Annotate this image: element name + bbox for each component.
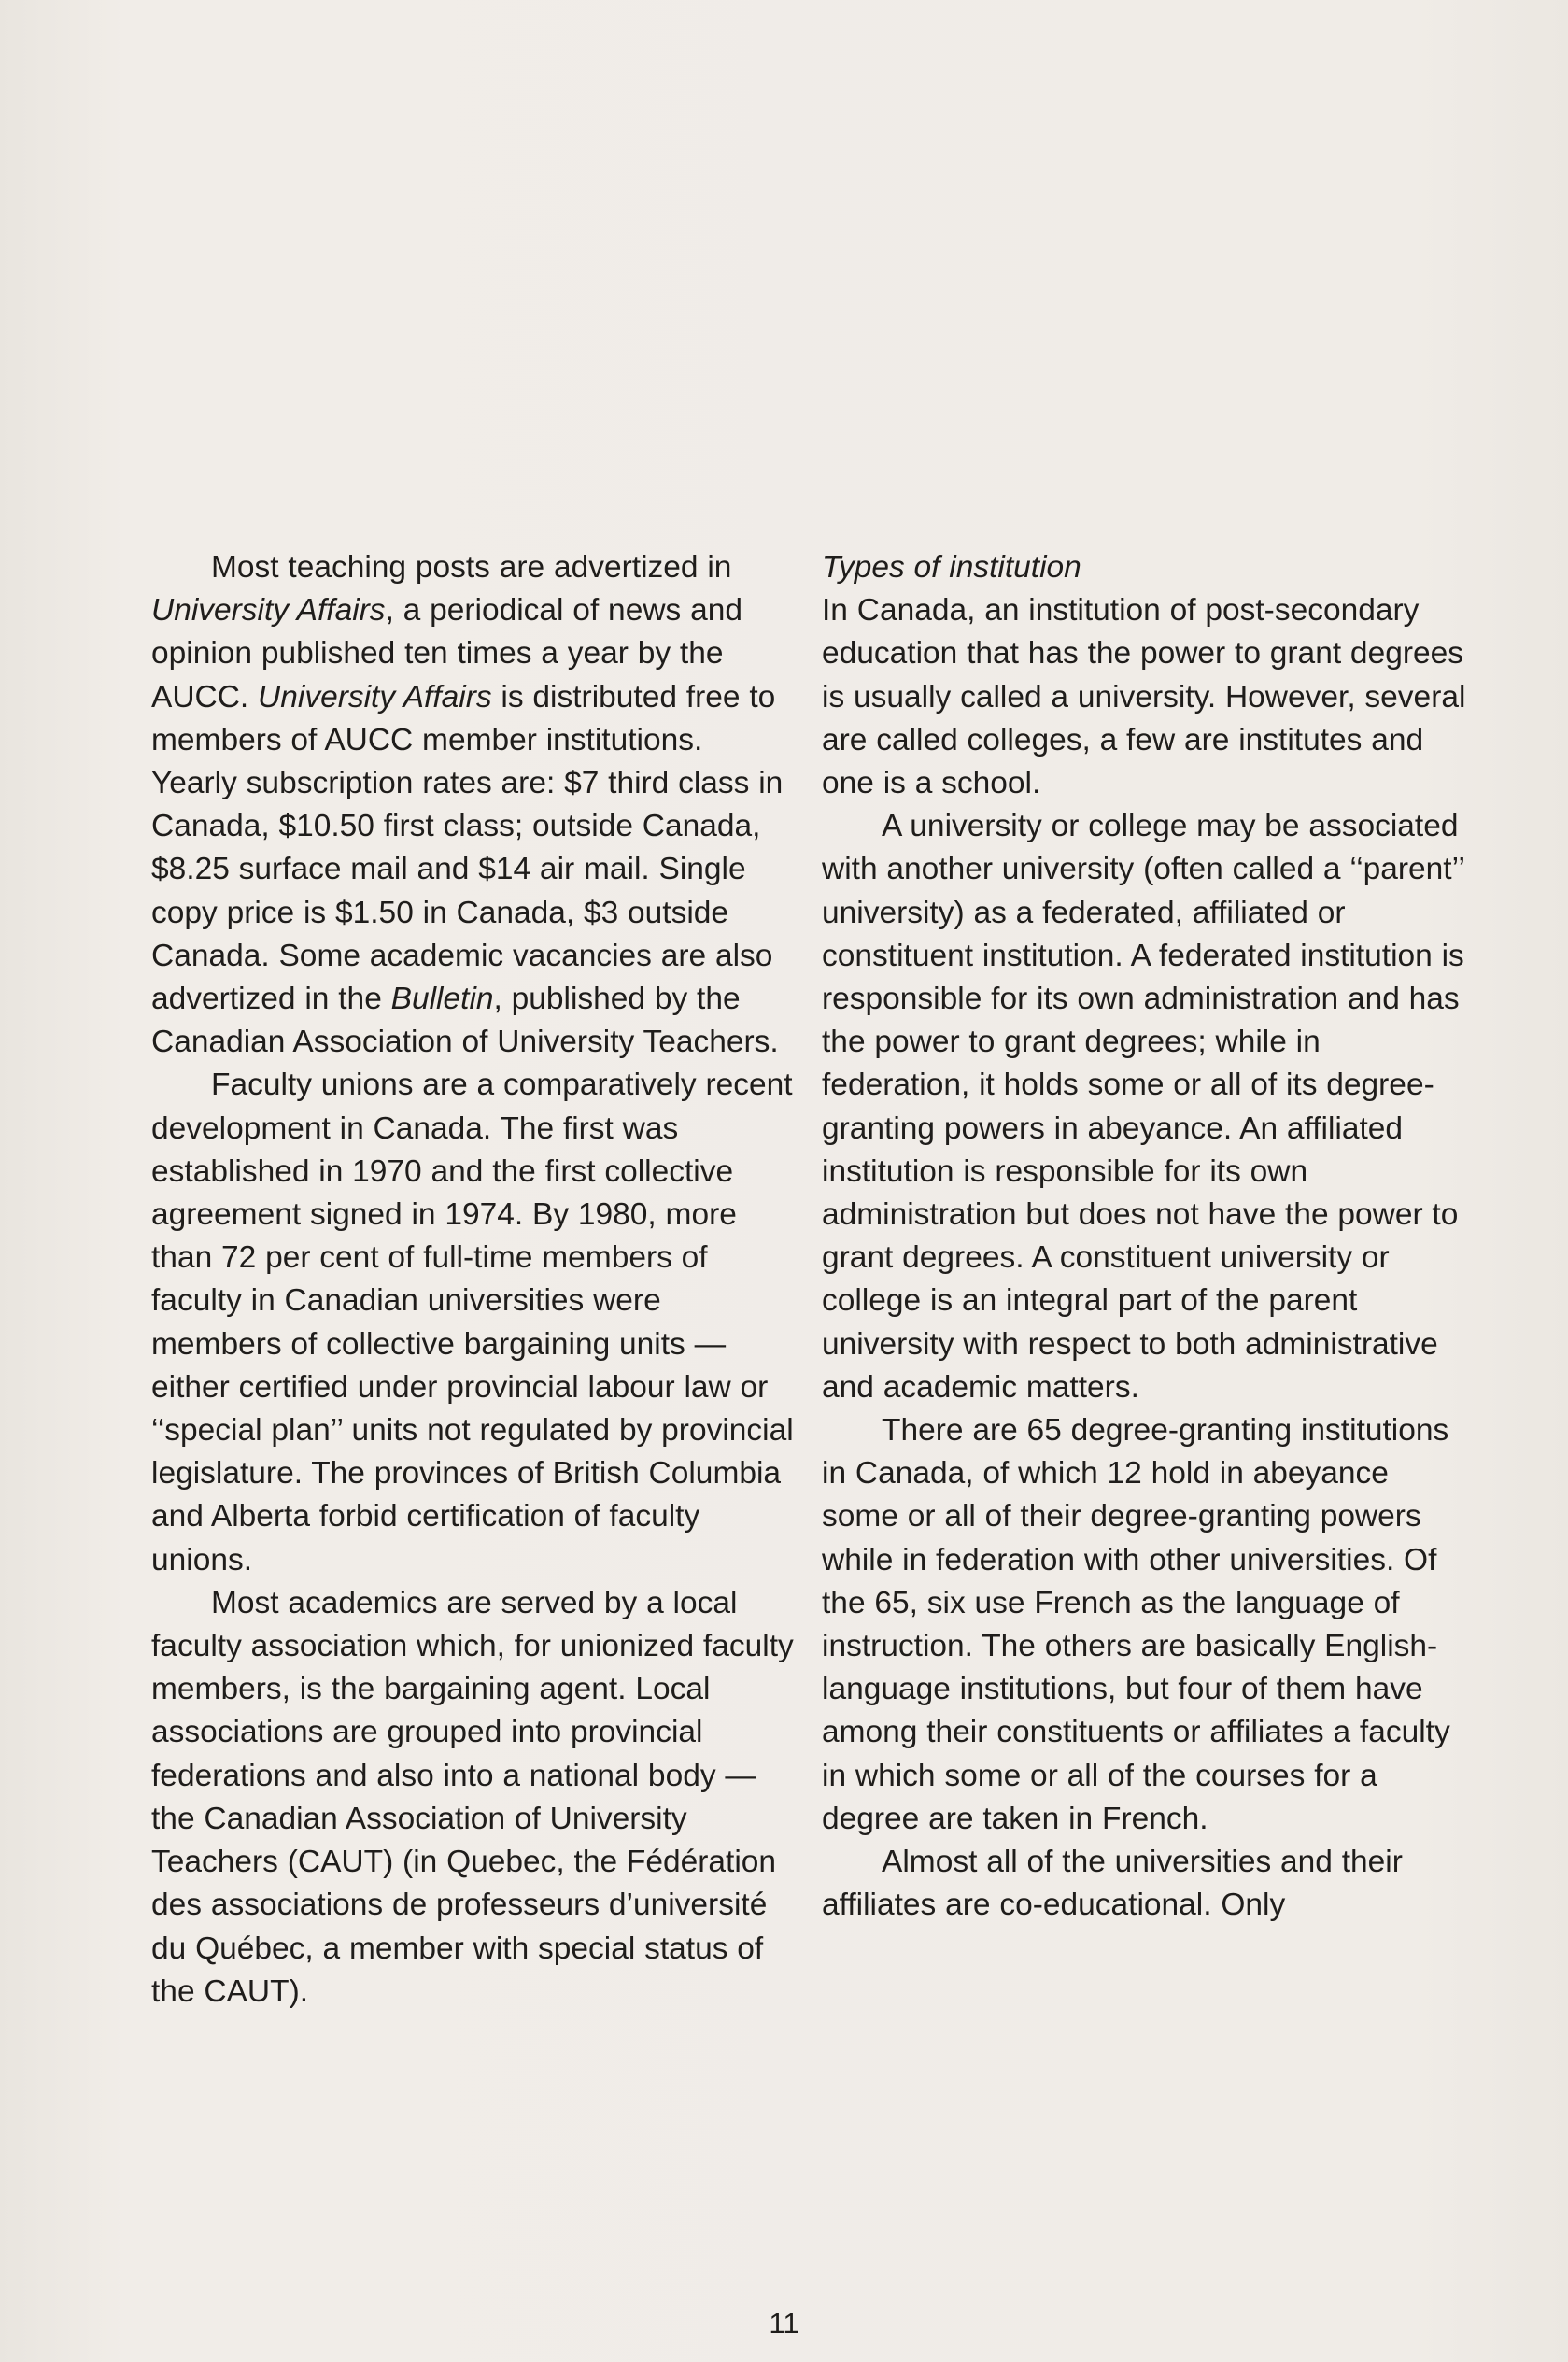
paragraph-affiliation-types: A university or college may be associated with another university (often called a ‘‘parent’’ university) as a federated, affiliated or constituent institution. A federated institution is responsible for its own administration and has the power to grant degrees; while in federation, it holds some or all of its degree-granting powers in abeyance. An affiliated institution is responsible for its own administration but does not have the power to grant degrees. A constituent university or college is an integral part of the parent university with respect to both administrative and academic matters. (822, 809, 1464, 1405)
paragraph-faculty-unions: Faculty unions are a comparatively recent development in Canada. The first was established in 1970 and the first collective agreement signed in 1974. By 1980, more than 72 per cent of full-time members of faculty in Canadian universities were members of collective bargaining units — either certified under provincial labour law or ‘‘special plan’’ units not regulated by provincial legislature. The provinces of British Columbia and Alberta forbid certification of faculty unions. (151, 1068, 794, 1577)
paragraph-degree-granting-count: There are 65 degree-granting institutions in Canada, of which 12 hold in abeyance some or all of their degree-granting powers while in federation with other universities. Of the 65, six use French as the language of instruction. The others are basically English-language institutions, but four of them have among their constituents or affiliates a faculty in which some or all of the courses for a degree are taken in French. (822, 1413, 1450, 1836)
text-run: Most teaching posts are advertized in (211, 550, 732, 585)
text-run: is distributed free to members of AUCC member institutions. Yearly subscription rates are: $7 third class in Canada, $10.50 first class; outside Canada, $8.25 surface mail and $14 air mail. Single copy price is $1.50 in Canada, $3 outside Canada. Some academic vacancies are also advertized in the (151, 679, 784, 1017)
page-number: 11 (769, 2307, 799, 2340)
paragraph-faculty-association: Most academics are served by a local faculty association which, for unionized faculty members, is the bargaining agent. Local associations are grouped into provincial federations and also into a national body — the Canadian Association of University Teachers (CAUT) (in Quebec, the Fédération des associations de professeurs d’université du Québec, a member with special status of the CAUT). (151, 1585, 794, 2009)
paragraph-institution-definition: In Canada, an institution of post-secondary education that has the power to grant degrees is usually called a university. However, several are called colleges, a few are institutes and one is a school. (822, 593, 1466, 801)
paragraph-teaching-posts (151, 546, 796, 1064)
periodical-title: University Affairs (151, 593, 386, 629)
paragraph-co-educational: Almost all of the universities and their affiliates are co-educational. Only (822, 1845, 1403, 1923)
text-run: , a periodical of news and opinion published ten times a year by the AUCC. (151, 593, 742, 714)
periodical-title: University Affairs (258, 679, 492, 714)
right-column (822, 546, 1466, 1928)
text-run: , published by the Canadian Association of University Teachers. (151, 982, 779, 1060)
left-column (151, 546, 796, 2014)
bulletin-title: Bulletin (390, 982, 494, 1017)
section-heading-types-of-institution: Types of institution (822, 550, 1081, 585)
